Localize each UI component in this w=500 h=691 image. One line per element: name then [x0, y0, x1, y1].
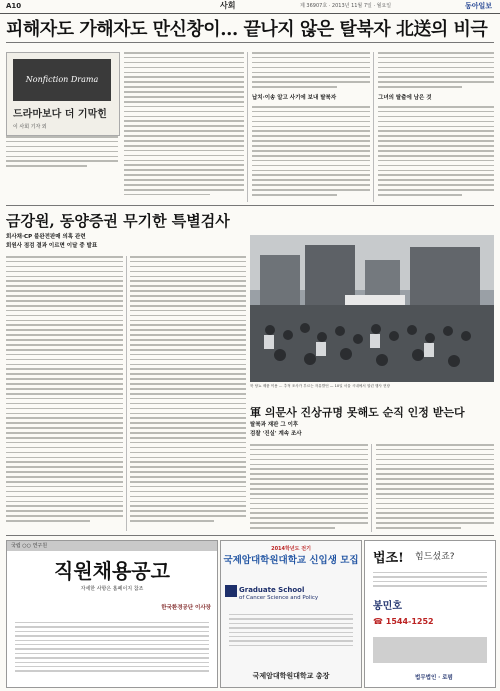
- story3-headline: 軍 의문사 진상규명 못해도 순직 인정 받는다: [250, 406, 465, 419]
- grad-footer: 국제암대학원대학교 총장: [252, 672, 330, 680]
- subhead-1: 납치·이송 알고 사기에 보내 탈북자: [252, 95, 337, 101]
- story3-col-1: [250, 444, 368, 532]
- law-phone: ☎ 1544-1252: [373, 617, 434, 626]
- column-rule: [247, 52, 248, 202]
- story2-col-2: [130, 256, 246, 531]
- story2-headline: 금강원, 동양증권 무기한 특별검사: [6, 212, 230, 230]
- section-name: 사회: [220, 1, 236, 10]
- recruit-org: 한국환경공단 이사장: [161, 605, 211, 611]
- grad-school-sub: of Cancer Science and Policy: [239, 595, 319, 601]
- building-photo: [373, 637, 487, 663]
- law-headline: 법조!: [373, 551, 404, 566]
- divider: [6, 42, 494, 43]
- street-scene-illustration: [250, 235, 494, 382]
- column-rule: [126, 256, 127, 531]
- school-logo-icon: [225, 585, 237, 597]
- column-badge: Nonfiction Drama: [13, 59, 111, 101]
- issue-meta: 제 36907호 · 2013년 11월 7일 · 월요일: [300, 3, 392, 9]
- law-firm-ad[interactable]: [364, 540, 496, 688]
- photo-caption: 북 당뇨 제품 이용 … 추적 조사가 부르는 자유발언 — 10일 서울 시내에서 열린 행사 현장: [250, 384, 390, 388]
- subhead-2: 그녀의 탈출에 남은 것: [378, 95, 432, 101]
- page-header: [0, 0, 500, 14]
- story2-col-1: [6, 256, 123, 531]
- law-details: [365, 569, 495, 590]
- story3-subhead-1: 탈북과 재판 그 이후: [250, 422, 299, 428]
- article-col-2b: [252, 106, 370, 202]
- page-number: A10: [6, 2, 22, 10]
- grad-title: 국제암대학원대학교 신입생 모집: [223, 555, 359, 566]
- column-title: 드라마보다 더 기막힌: [13, 109, 107, 120]
- graduate-school-ad[interactable]: [220, 540, 362, 688]
- article-col-3b: [378, 106, 494, 202]
- story2-subhead-2: 회원사 점검 결과 이르면 이달 중 발표: [6, 243, 98, 249]
- column-rule: [371, 444, 372, 532]
- article-col-1: [124, 52, 244, 202]
- paper-logo: 동아일보: [464, 2, 492, 10]
- column-box: [6, 52, 120, 136]
- recruit-table: [7, 619, 217, 675]
- recruitment-ad[interactable]: [6, 540, 218, 688]
- grad-top: 2014학년도 전기: [271, 546, 311, 552]
- divider: [6, 535, 494, 536]
- column-rule: [373, 52, 374, 202]
- recruit-title: 직원채용공고: [54, 559, 170, 583]
- story2-subhead-1: 회사채·CP 불완전판매 의혹 관련: [6, 234, 86, 240]
- article-col-2a: [252, 52, 370, 92]
- law-footer: 법무법인 · 로펌: [415, 675, 453, 681]
- column-author: 이 사회 기자 외: [13, 124, 47, 130]
- recruit-subtitle: 자세한 사항은 홈페이지 참조: [80, 586, 144, 592]
- law-subheadline: 힘드셨죠?: [415, 552, 455, 562]
- story3-col-2: [376, 444, 494, 532]
- article-col-3a: [378, 52, 494, 92]
- law-name: 봉민호: [373, 601, 402, 612]
- news-photo: [250, 235, 494, 382]
- divider: [6, 205, 494, 206]
- column-bio: [6, 136, 118, 170]
- grad-school-name: Graduate School: [239, 586, 305, 594]
- main-headline: 피해자도 가해자도 만신창이… 끝나지 않은 탈북자 北送의 비극: [6, 19, 488, 40]
- story3-subhead-2: 검찰 '진실' 계속 조사: [250, 431, 302, 437]
- recruit-band: 국립 ○○ 연구원: [7, 541, 218, 551]
- grad-details: [221, 611, 361, 649]
